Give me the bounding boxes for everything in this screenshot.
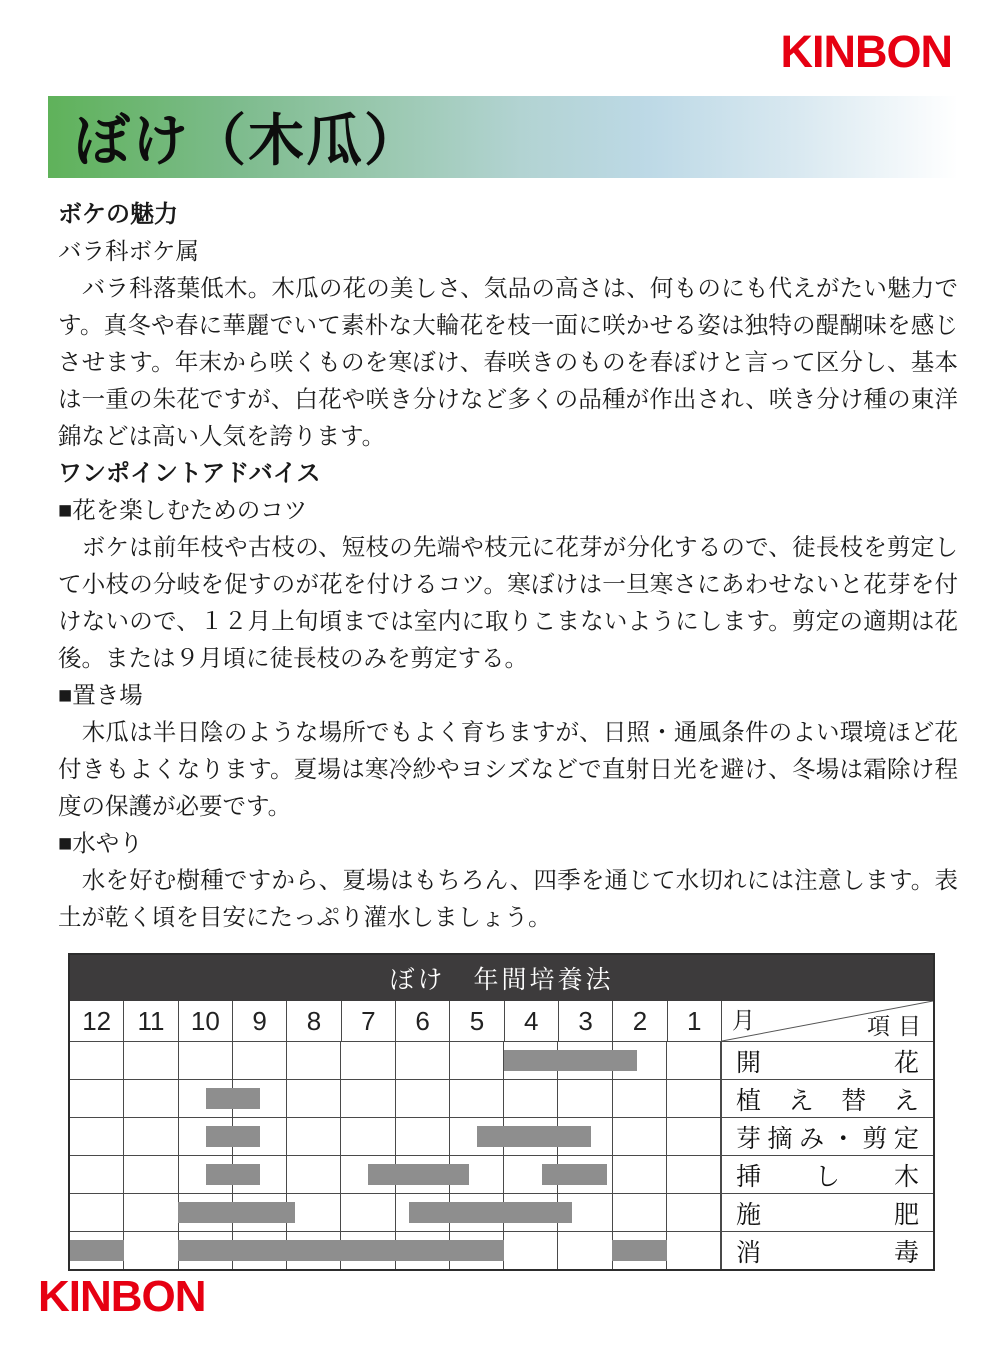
grid-cell [341,1118,395,1155]
table-header-row [70,1001,933,1042]
grid-cell [613,1194,667,1231]
grid-cell [613,1080,667,1117]
row-label-char: 芽 [735,1124,761,1153]
grid-cell [124,1118,178,1155]
table-row [70,1232,933,1269]
month-grid [70,1194,721,1231]
advice-subheading: ■置き場 [58,682,143,708]
grid-cell [613,1118,667,1155]
activity-bar [368,1164,468,1185]
activity-bar [206,1164,260,1185]
row-label-char: 花 [893,1048,919,1077]
month-header-cell: 6 [396,1001,450,1041]
page-title: ぼけ（木瓜） [74,111,422,173]
month-grid [70,1118,721,1155]
grid-cell [233,1042,287,1079]
body-content [58,196,958,936]
grid-cell [124,1080,178,1117]
row-label-char: 毒 [893,1238,919,1267]
cultivation-calendar-table [68,953,935,1271]
grid-cell [179,1042,233,1079]
activity-bar [542,1164,607,1185]
grid-cell [558,1080,612,1117]
month-header-cell: 12 [70,1001,124,1041]
row-label [721,1156,933,1193]
month-header-cell: 3 [559,1001,613,1041]
grid-cell [396,1118,450,1155]
activity-bar [206,1088,260,1109]
table-row [70,1080,933,1118]
corner-label-month: 月 [731,1007,755,1033]
grid-cell [124,1194,178,1231]
grid-cell [287,1194,341,1231]
activity-bar [477,1126,591,1147]
month-grid [70,1156,721,1193]
activity-bar [612,1240,666,1261]
activity-bar [70,1240,124,1261]
row-label [721,1118,933,1155]
table-row [70,1194,933,1232]
row-label-char: ・ [830,1124,856,1153]
activity-bar [206,1126,260,1147]
grid-cell [667,1156,721,1193]
table-row [70,1156,933,1194]
intro-subheading: バラ科ボケ属 [58,238,199,264]
grid-cell [504,1232,558,1269]
month-grid [70,1080,721,1117]
grid-cell [450,1042,504,1079]
advice-items [58,492,958,936]
grid-cell [667,1080,721,1117]
row-label-char: え [788,1086,814,1115]
row-label-char: 木 [893,1162,919,1191]
month-header-cell: 1 [687,1005,702,1036]
row-label [721,1232,933,1269]
advice-paragraph: 木瓜は半日陰のような場所でもよく育ちますが、日照・通風条件のよい環境ほど花付きもよくなります。夏場は寒冷紗やヨシズなどで直射日光を避け、冬場は霜除け程度の保護が必要です。 [58,719,958,819]
row-label-char: 挿 [735,1162,761,1191]
advice-subheading: ■花を楽しむためのコツ [58,497,308,523]
grid-cell [396,1080,450,1117]
grid-cell [667,1042,721,1079]
row-label-char: 替 [841,1086,867,1115]
grid-cell [341,1194,395,1231]
month-header-cells [70,1001,721,1041]
grid-cell [341,1042,395,1079]
row-label-char: 剪 [862,1124,888,1153]
grid-cell [450,1080,504,1117]
month-header-cell: 10 [179,1001,233,1041]
activity-bar [178,1202,295,1223]
grid-cell [287,1080,341,1117]
grid-cell [667,1194,721,1231]
intro-paragraph: バラ科落葉低木。木瓜の花の美しさ、気品の高さは、何ものにも代えがたい魅力です。真冬や春に華麗でいて素朴な大輪花を枝一面に咲かせる姿は独特の醍醐味を感じさせます。年末から咲くものを寒ぼけ、春咲きのものを春ぼけと言って区分し、基本は一重の朱花ですが、白花や咲き分けなど多くの品種が作出され、咲き分け種の東洋錦などは高い人気を誇ります。 [58,275,958,449]
advice-paragraph: 水を好む樹種ですから、夏場はもちろん、四季を通じて水切れには注意します。表土が乾く頃を目安にたっぷり灌水しましょう。 [58,867,958,930]
corner-cell [721,1001,933,1041]
row-label [721,1194,933,1231]
activity-bar [178,1240,503,1261]
advice-subheading: ■水やり [58,830,143,856]
kinbon-logo-top: KINBON [780,26,952,77]
title-banner [48,96,958,178]
month-header-cell: 8 [287,1001,341,1041]
row-label-char: え [893,1086,919,1115]
grid-cell [396,1042,450,1079]
row-label [721,1042,933,1079]
row-label-char: 開 [735,1048,761,1077]
grid-cell [124,1232,178,1269]
month-header-cell: 9 [233,1001,287,1041]
grid-cell [70,1156,124,1193]
table-body [70,1042,933,1269]
grid-cell [124,1156,178,1193]
kinbon-logo-bottom: KINBON [38,1272,206,1321]
grid-cell [70,1194,124,1231]
table-row [70,1118,933,1156]
row-label [721,1080,933,1117]
row-label-char: し [814,1162,840,1191]
row-label-char: み [799,1124,825,1153]
grid-cell [70,1080,124,1117]
row-label-char: 肥 [893,1200,919,1229]
month-header-cell: 11 [124,1001,178,1041]
table-title: ぼけ 年間培養法 [70,955,933,1001]
month-header-cell: 2 [613,1001,667,1041]
advice-heading: ワンポイントアドバイス [58,460,321,487]
advice-paragraph: ボケは前年枝や古枝の、短枝の先端や枝元に花芽が分化するので、徒長枝を剪定して小枝の分岐を促すのが花を付けるコツ。寒ぼけは一旦寒さにあわせないと花芽を付けないので、１２月上旬頃までは室内に取りこまないようにします。剪定の適期は花後。または９月頃に徒長枝のみを剪定する。 [58,534,958,671]
grid-cell [287,1042,341,1079]
activity-bar [504,1050,637,1071]
table-row [70,1042,933,1080]
row-label-char: 消 [735,1238,761,1267]
grid-cell [287,1118,341,1155]
row-label-char: 定 [893,1124,919,1153]
grid-cell [613,1156,667,1193]
row-label-char: 植 [735,1086,761,1115]
activity-bar [409,1202,572,1223]
grid-cell [70,1042,124,1079]
grid-cell [667,1232,721,1269]
row-label-char: 摘 [767,1124,793,1153]
intro-heading: ボケの魅力 [58,201,178,228]
grid-cell [667,1118,721,1155]
month-grid [70,1232,721,1269]
month-header-cell: 7 [342,1001,396,1041]
grid-cell [504,1080,558,1117]
month-grid [70,1042,721,1079]
month-header-cell: 4 [505,1001,559,1041]
row-label-char: 施 [735,1200,761,1229]
grid-cell [124,1042,178,1079]
month-header-cell: 5 [450,1001,504,1041]
grid-cell [558,1232,612,1269]
grid-cell [70,1118,124,1155]
grid-cell [341,1080,395,1117]
grid-cell [287,1156,341,1193]
corner-label-item: 項目 [866,1013,929,1039]
